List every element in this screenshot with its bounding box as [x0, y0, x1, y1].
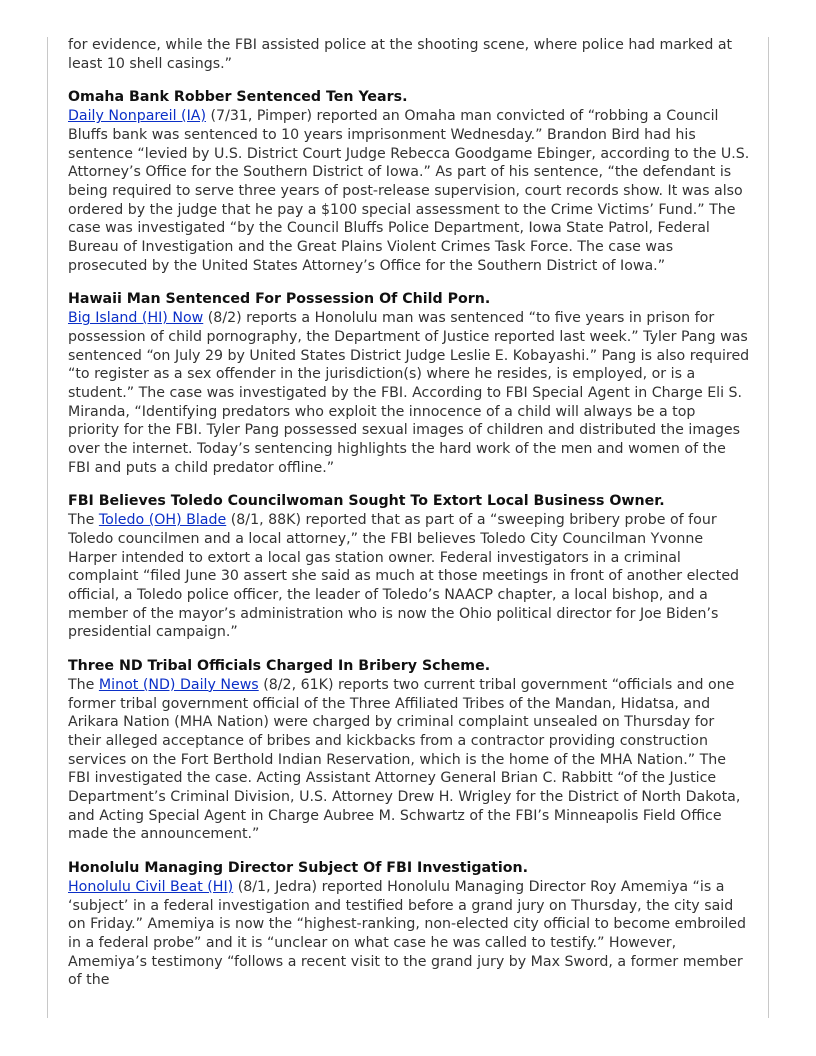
source-link-daily-nonpareil[interactable]: Daily Nonpareil (IA) — [68, 108, 206, 125]
source-link-honolulu-civil-beat[interactable]: Honolulu Civil Beat (HI) — [68, 878, 234, 895]
article-body — [68, 107, 750, 275]
article-headline: Omaha Bank Robber Sentenced Ten Years. — [68, 89, 408, 106]
article-text: (8/2, 61K) reports two current tribal government “officials and one former tribal government official of the Three Affiliated Tribes of the Mandan, Hidatsa, and Arikara Nation (MHA Nation) were charged by criminal complaint unsealed on Thursday for their alleged acceptance of bribes and kickbacks from a contractor providing construction services on the Fort Berthold Indian Reservation, which is the home of the MHA Nation.” The FBI investigated the case. Acting Assistant Attorney General Brian C. Rabbitt “of the Justice Department’s Criminal Division, U.S. Attorney Drew H. Wrigley for the District of North Dakota, and Acting Special Agent in Charge Aubree M. Schwartz of the FBI’s Minneapolis Field Office made the announcement.” — [68, 676, 741, 843]
article-text: (7/31, Pimper) reported an Omaha man convicted of “robbing a Council Bluffs bank was sentenced to 10 years imprisonment Wednesday.” Brandon Bird had his sentence “levied by U.S. District Court Judge Rebecca Goodgame Ebinger, according to the U.S. Attorney’s Office for the Southern District of Iowa.” As part of his sentence, “the defendant is being required to serve three years of post-release supervision, court records show. It was also ordered by the judge that he pay a $100 special assessment to the Crime Victims’ Fund.” The case was investigated “by the Council Bluffs Police Department, Iowa State Patrol, Federal Bureau of Investigation and the Great Plains Violent Crimes Task Force. The case was prosecuted by the United States Attorney’s Office for the Southern District of Iowa.” — [68, 108, 750, 274]
document-body — [68, 36, 750, 1005]
article-headline: Honolulu Managing Director Subject Of FBI Investigation. — [68, 860, 528, 877]
article-headline: Three ND Tribal Officials Charged In Bribery Scheme. — [68, 658, 491, 675]
source-link-minot-daily-news[interactable]: Minot (ND) Daily News — [98, 676, 259, 693]
article-text: (8/1, 88K) reported that as part of a “sweeping bribery probe of four Toledo councilmen and a local attorney,” the FBI believes Toledo City Councilman Yvonne Harper intended to extort a local gas station owner. Federal investigators in a criminal complaint “filed June 30 assert she said as much at those meetings in front of another elected official, a Toledo police officer, the leader of Toledo’s NAACP chapter, a local bishop, and a member of the mayor’s administration who is now the Ohio political director for Joe Biden’s presidential campaign.” — [68, 512, 740, 641]
article-prefix: The — [68, 512, 99, 529]
article-hawaii-man-sentenced — [68, 290, 750, 477]
article-text: (8/1, Jedra) reported Honolulu Managing Director Roy Amemiya “is a ‘subject’ in a federal investigation and testified before a grand jury on Thursday, the city said on Friday.” Amemiya is now the “highest-ranking, non-elected city official to become embroiled in a federal probe” and it is “unclear on what case he was called to testify.” However, Amemiya’s testimony “follows a recent visit to the grand jury by Max Sword, a former member of the — [68, 878, 747, 989]
article-headline: Hawaii Man Sentenced For Possession Of Child Porn. — [68, 291, 491, 308]
article-toledo-councilwoman — [68, 492, 750, 642]
article-body — [68, 676, 750, 844]
lead-in-paragraph: for evidence, while the FBI assisted police at the shooting scene, where police had marked at least 10 shell casings.” — [68, 37, 733, 72]
article-omaha-bank-robber — [68, 88, 750, 275]
article-honolulu-managing-director — [68, 859, 750, 990]
article-body — [68, 511, 750, 642]
article-body — [68, 878, 750, 990]
source-link-toledo-blade[interactable]: Toledo (OH) Blade — [98, 512, 227, 529]
article-body — [68, 309, 750, 477]
article-prefix: The — [68, 676, 99, 693]
source-link-big-island-now[interactable]: Big Island (HI) Now — [68, 310, 204, 327]
article-nd-tribal-officials — [68, 657, 750, 844]
article-text: (8/2) reports a Honolulu man was sentenced “to five years in prison for possession of child pornography, the Department of Justice reported last week.” Tyler Pang was sentenced “on July 29 by United States District Judge Leslie E. Kobayashi.” Pang is also required “to register as a sex offender in the jurisdiction(s) where he resides, is employed, or is a student.” The case was investigated by the FBI. According to FBI Special Agent in Charge Eli S. Miranda, “Identifying predators who exploit the innocence of a child will always be a top priority for the FBI. Tyler Pang possessed sexual images of children and distributed the images over the internet. Today’s sentencing highlights the hard work of the men and women of the FBI and puts a child predator offline.” — [68, 310, 750, 476]
article-headline: FBI Believes Toledo Councilwoman Sought To Extort Local Business Owner. — [68, 493, 665, 510]
